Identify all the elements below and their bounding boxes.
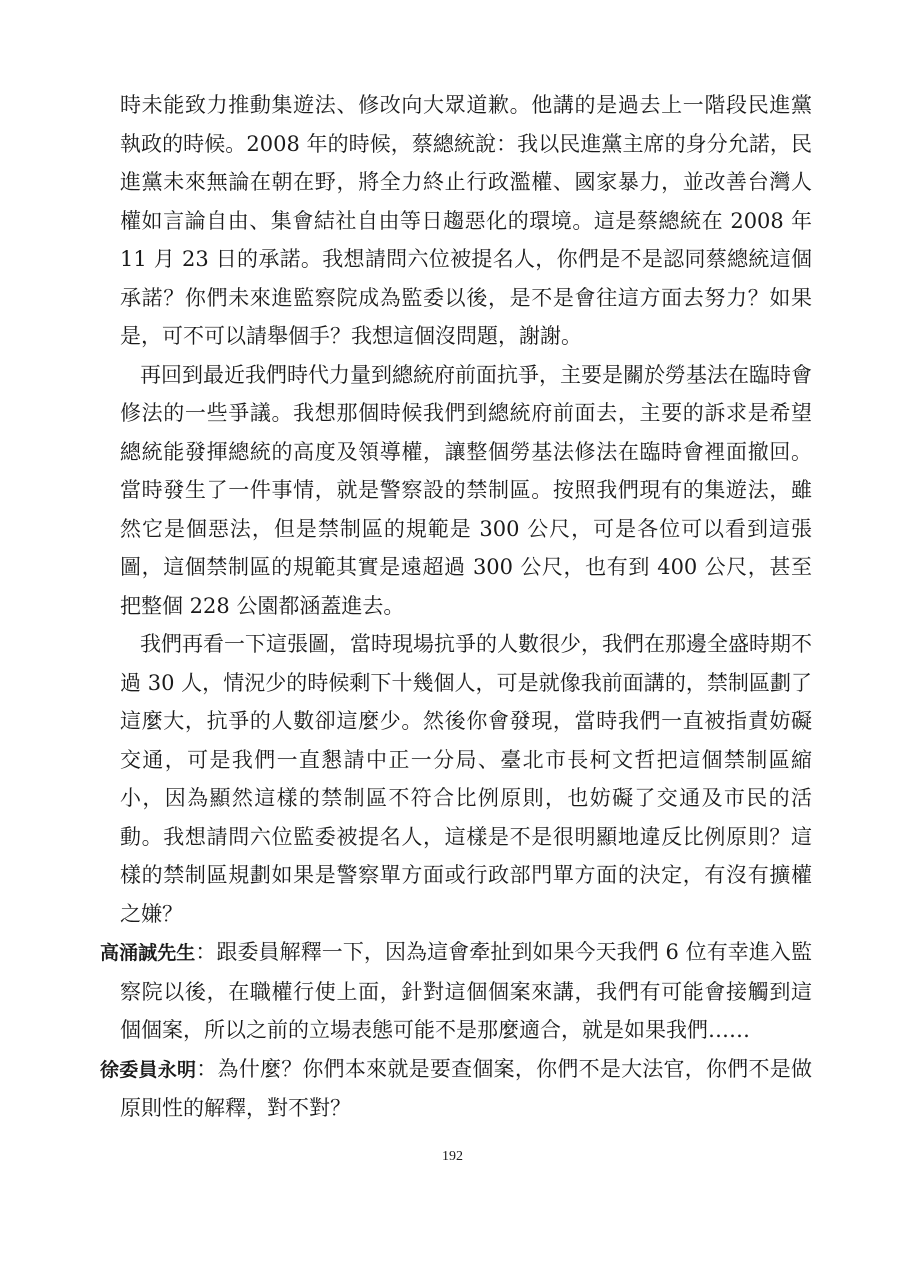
body-paragraph: 我們再看一下這張圖，當時現場抗爭的人數很少，我們在那邊全盛時期不過 30 人，情況少的時候剩下十幾個人，可是就像我前面講的，禁制區劃了這麼大，抗爭的人數卻這麼少。然後你會發現，當時我們一直被指責妨礙交通，可是我們一直懇請中正一分局、臺北市長柯文哲把這個禁制區縮小，因為顯然這樣的禁制區不符合比例原則，也妨礙了交通及市民的活動。我想請問六位監委被提名人，這樣是不是很明顯地違反比例原則？這樣的禁制區規劃如果是警察單方面或行政部門單方面的決定，有沒有擴權之嫌？ — [120, 632, 812, 926]
speaker-name: 徐委員永明 — [100, 1058, 197, 1081]
speaker-separator: ： — [195, 940, 217, 964]
speech-text: 為什麼？你們本來就是要查個案，你們不是大法官，你們不是做原則性的解釋，對不對？ — [120, 1056, 812, 1120]
speaker-separator: ： — [196, 1056, 218, 1081]
speech-entry — [100, 933, 812, 1050]
speaker-name: 高涌誠先生 — [100, 942, 196, 964]
body-paragraph: 再回到最近我們時代力量到總統府前面抗爭，主要是關於勞基法在臨時會修法的一些爭議。我想那個時候我們到總統府前面去，主要的訴求是希望總統能發揮總統的高度及領導權，讓整個勞基法修法在臨時會裡面撤回。當時發生了一件事情，就是警察設的禁制區。按照我們現有的集遊法，雖然它是個惡法，但是禁制區的規範是 300 公尺，可是各位可以看到這張圖，這個禁制區的規範其實是遠超過 300 公尺，也有到 400 公尺，甚至把整個 228 公園都涵蓋進去。 — [120, 362, 812, 618]
page-number: 192 — [442, 1149, 463, 1164]
body-paragraph-continuation: 時未能致力推動集遊法、修改向大眾道歉。他講的是過去上一階段民進黨執政的時候。2008 年的時候，蔡總統說：我以民進黨主席的身分允諾，民進黨未來無論在朝在野，將全力終止行政濫權、國家暴力，並改善台灣人權如言論自由、集會結社自由等日趨惡化的環境。這是蔡總統在 2008 年 11 月 23 日的承諾。我想請問六位被提名人，你們是不是認同蔡總統這個承諾？你們未來進監察院成為監委以後，是不是會往這方面去努力？如果是，可不可以請舉個手？我想這個沒問題，謝謝。 — [120, 93, 812, 348]
document-body — [100, 86, 812, 1128]
speech-entry — [100, 1050, 812, 1128]
speech-text: 跟委員解釋一下，因為這會牽扯到如果今天我們 6 位有幸進入監察院以後，在職權行使上面，針對這個個案來講，我們有可能會接觸到這個個案，所以之前的立場表態可能不是那麼適合，就是如果我們…… — [120, 940, 812, 1042]
